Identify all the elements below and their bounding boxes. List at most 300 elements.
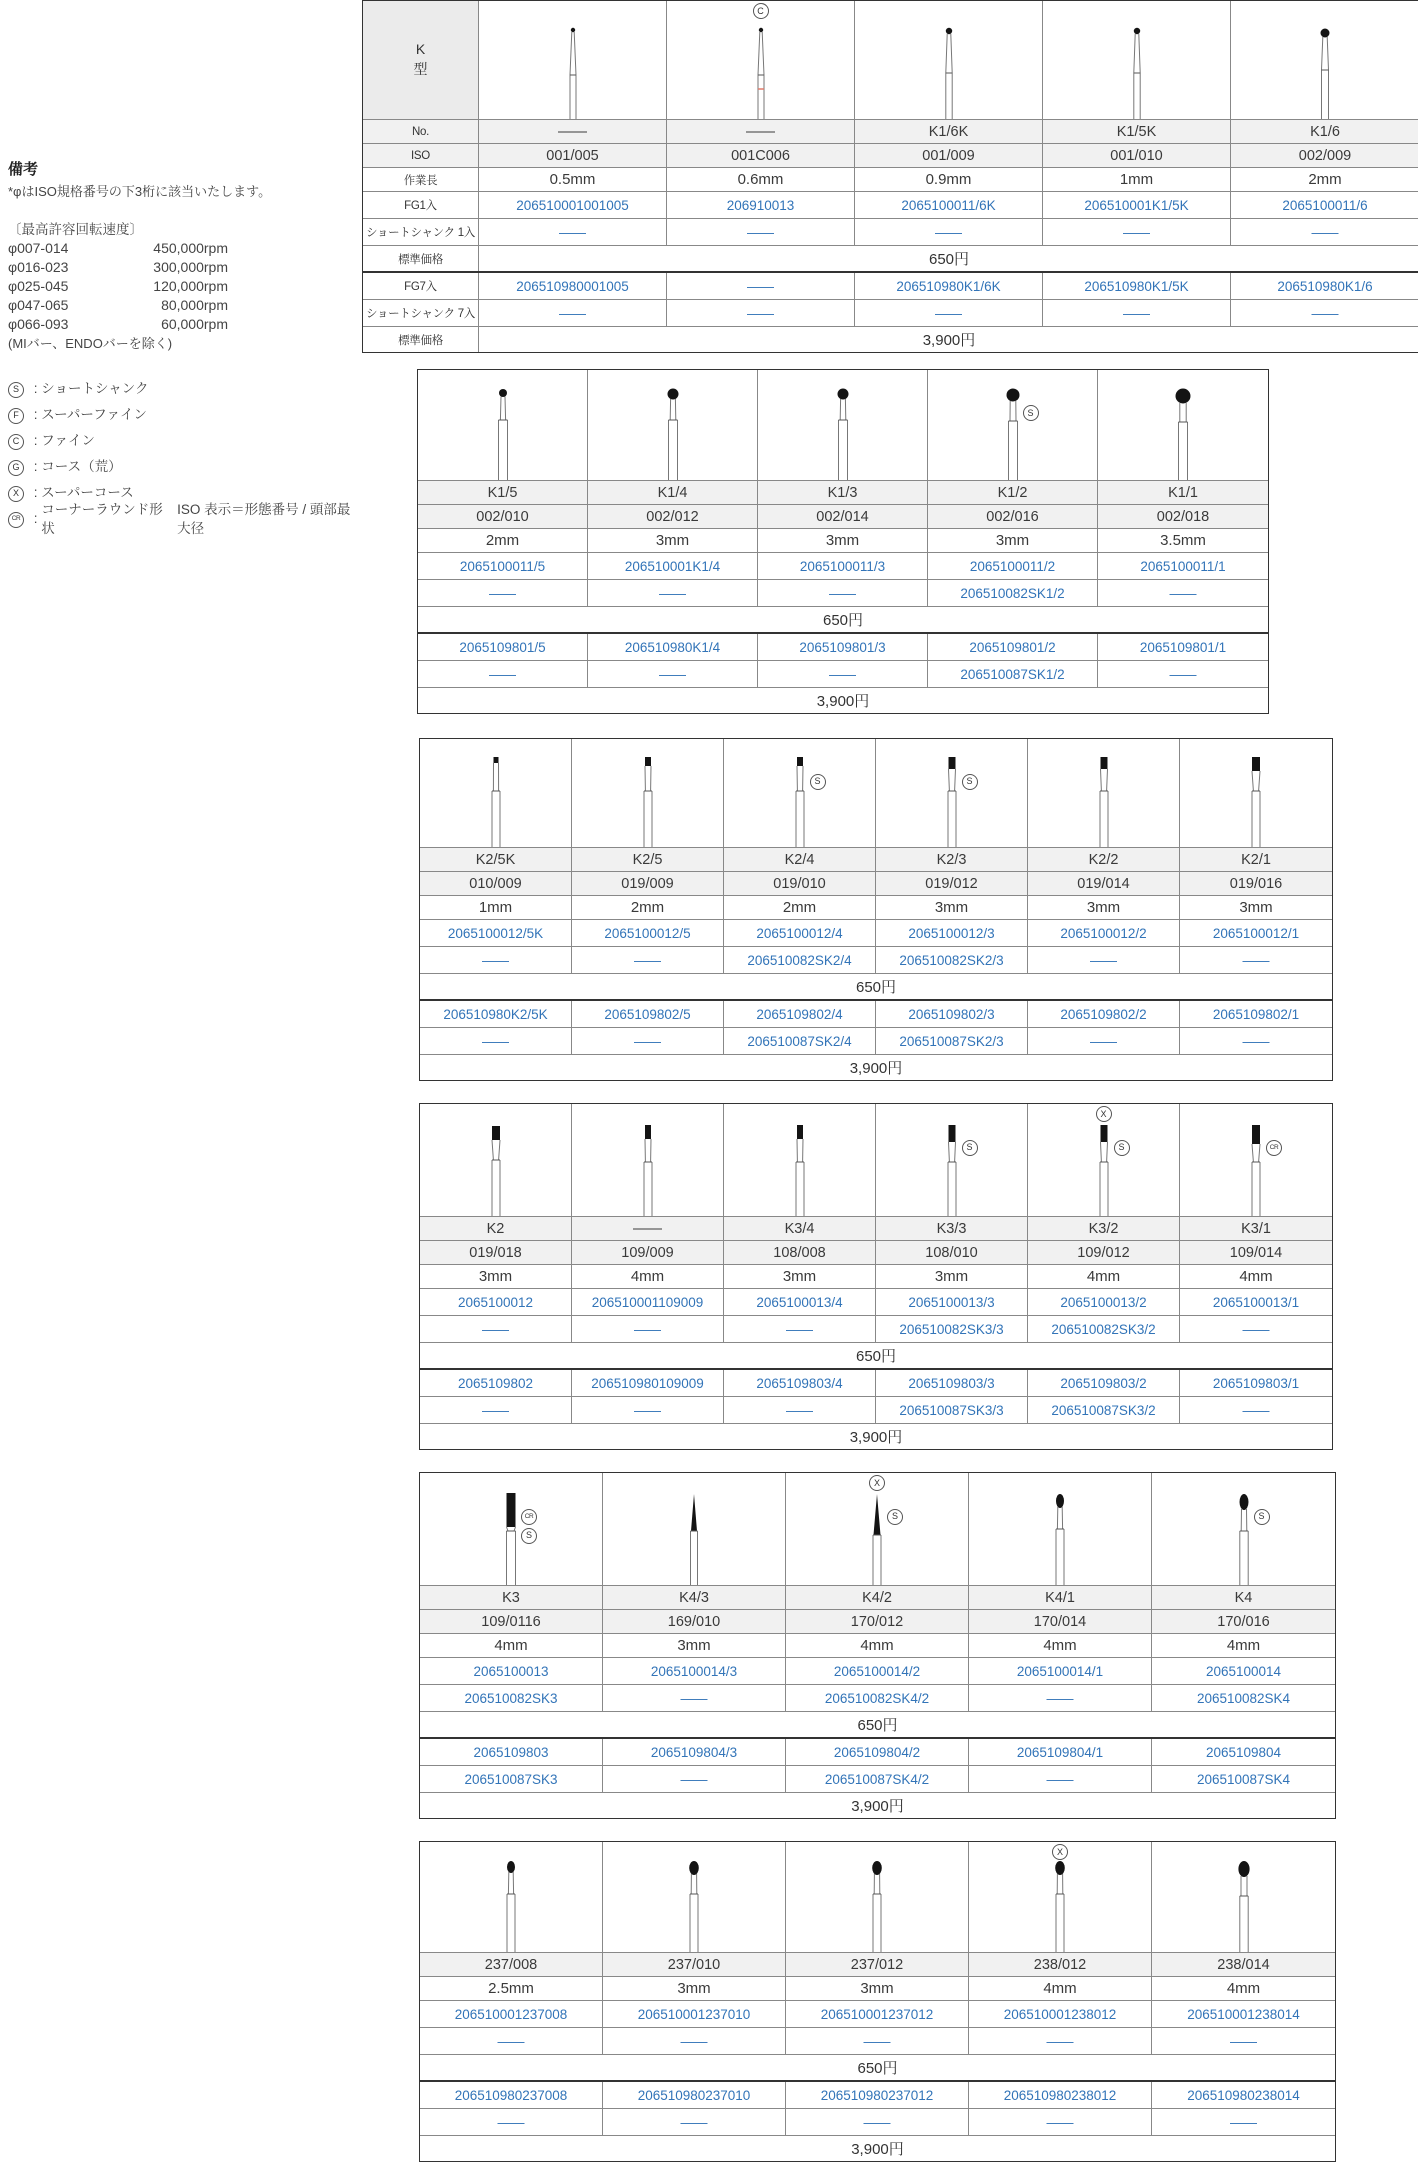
cell-working-length: 3mm <box>876 896 1028 919</box>
bur-egg-l-icon <box>1222 1856 1266 1952</box>
price-650-cell: 650円 <box>822 612 864 629</box>
cell-working-length: 4mm <box>1226 1637 1261 1654</box>
cell-fg1-code: 2065100011/1 <box>1140 558 1226 574</box>
row-iso <box>420 871 1332 895</box>
cell-short-shank-7-code: —— <box>1230 2114 1257 2130</box>
cell-short-shank-7-code: —— <box>786 2109 969 2135</box>
bur-image-row <box>418 370 1268 480</box>
cell-fg1-code: 2065100011/5 <box>418 553 588 579</box>
bur-cell <box>876 739 1028 847</box>
cell-no: K3/1 <box>1180 1217 1332 1240</box>
cell-short-shank-7-code: —— <box>418 661 588 687</box>
row-fg1 <box>420 1288 1332 1315</box>
bur-needle-xs-red-icon <box>739 23 783 119</box>
cell-working-length: 4mm <box>572 1265 724 1288</box>
cell-short-shank-1-code: —— <box>724 1316 876 1342</box>
cell-short-shank-7-code: —— <box>603 2109 786 2135</box>
bur-cell <box>420 1104 572 1216</box>
cell-iso: 019/014 <box>1028 872 1180 895</box>
cell-short-shank-1-code: —— <box>479 219 667 245</box>
cell-no: —— <box>479 120 667 143</box>
price-3900-cell: 3,900円 <box>849 1429 903 1446</box>
cell-short-shank-1-code: —— <box>572 947 724 973</box>
bur-needle-m-icon <box>1303 23 1347 119</box>
bur-cell <box>876 1104 1028 1216</box>
row-ss7 <box>420 1765 1335 1792</box>
cell-no: K2/2 <box>1028 848 1180 871</box>
cell-short-shank-7-code: —— <box>1028 1028 1180 1054</box>
cell-working-length: 3.5mm <box>1160 532 1206 549</box>
cell-working-length: 2.5mm <box>420 1977 603 2000</box>
cell-iso: 108/008 <box>724 1241 876 1264</box>
cell-short-shank-7-code: —— <box>969 2109 1152 2135</box>
cell-no: K4 <box>1152 1586 1335 1609</box>
speed-range: φ047-065 <box>8 297 69 314</box>
bur-cell <box>667 1 855 119</box>
cell-short-shank-1-code: —— <box>603 2028 786 2054</box>
cell-short-shank-7-code: —— <box>1242 1033 1270 1049</box>
bur-cell <box>420 739 572 847</box>
cell-fg7-code: 2065109803/1 <box>1212 1375 1300 1391</box>
cell-short-shank-7-code: —— <box>603 1766 786 1792</box>
cell-short-shank-1-code: —— <box>588 580 758 606</box>
cell-short-shank-1-code: —— <box>572 1316 724 1342</box>
bur-cell <box>758 370 928 480</box>
speed-rpm: 450,000rpm <box>153 240 228 257</box>
bur-cyl-l-icon <box>474 1120 518 1216</box>
price-650-cell: 650円 <box>857 1717 898 1734</box>
cell-working-length: 2mm <box>418 529 588 552</box>
bur-egg-m-icon <box>855 1856 899 1952</box>
price-3900-cell: 3,900円 <box>922 332 976 349</box>
bur-cyl2-s-icon <box>626 1120 670 1216</box>
legend-label: スーパーコース <box>41 485 134 501</box>
cell-working-length: 4mm <box>1226 1980 1261 1997</box>
price-650-cell: 650円 <box>855 979 897 996</box>
cell-working-length: 0.9mm <box>855 168 1043 191</box>
cell-fg7-code: 2065109801/3 <box>758 634 928 660</box>
cell-fg1-code: 2065100013/2 <box>1028 1289 1180 1315</box>
bur-cell <box>1231 1 1418 119</box>
speed-section-title: 〔最高許容回転速度〕 <box>8 221 143 237</box>
row-no <box>363 119 1418 143</box>
cell-fg7-code: 2065109801/1 <box>1139 639 1227 655</box>
speed-range: φ007-014 <box>8 240 69 257</box>
cell-short-shank-1-code: 206510082SK1/2 <box>928 580 1098 606</box>
bur-egg-m-icon <box>672 1856 716 1952</box>
cell-fg7-code: 206510980238014 <box>1187 2087 1300 2103</box>
row-ss1 <box>420 1684 1335 1711</box>
cell-no: K2 <box>420 1217 572 1240</box>
cell-short-shank-7-code: —— <box>969 1766 1152 1792</box>
row-ss1 <box>420 1315 1332 1342</box>
cell-iso: 002/016 <box>928 505 1098 528</box>
cell-fg1-code: 2065100014/2 <box>786 1658 969 1684</box>
product-table-1 <box>362 0 1418 353</box>
row-ss1 <box>418 579 1268 606</box>
super-coarse-mark-icon: X <box>869 1475 885 1491</box>
row-price1 <box>420 2054 1335 2080</box>
cell-iso: 019/010 <box>724 872 876 895</box>
row-len <box>420 1633 1335 1657</box>
corner-round-mark-icon: CR <box>521 1509 537 1525</box>
bur-ball-m-icon <box>821 384 865 480</box>
cell-fg7-code: 2065109802/5 <box>572 1001 724 1027</box>
price-3900-cell: 3,900円 <box>816 693 870 710</box>
symbol-legend <box>8 377 358 536</box>
bur-cell <box>479 1 667 119</box>
cell-no: —— <box>572 1217 724 1240</box>
price-650-cell: 650円 <box>855 1348 897 1365</box>
short-shank-mark-icon: S <box>521 1528 537 1544</box>
cell-fg7-code: 206510980001005 <box>479 273 667 299</box>
cell-no: K4/1 <box>969 1586 1152 1609</box>
bur-marks-side <box>887 1509 903 1525</box>
notes-remark: *φはISO規格番号の下3桁に該当いたします。 <box>8 184 272 200</box>
short-shank-mark-icon: S <box>962 774 978 790</box>
row-ss7 <box>420 2108 1335 2135</box>
short-shank-mark-icon: S <box>887 1509 903 1525</box>
cell-fg7-code: 2065109801/5 <box>418 634 588 660</box>
legend-label: ショートシャンク <box>41 381 149 397</box>
short-shank-mark-icon: S <box>1114 1140 1130 1156</box>
row-price7 <box>363 326 1418 352</box>
fine-mark-icon: C <box>8 434 24 450</box>
row-price1 <box>420 1711 1335 1737</box>
row-price1 <box>363 245 1418 271</box>
cell-fg1-code: 2065100011/6K <box>855 192 1043 218</box>
bur-cell <box>572 1104 724 1216</box>
cell-fg7-code: 206510980K1/6 <box>1277 278 1373 294</box>
row-fg7 <box>420 1737 1335 1765</box>
cell-fg1-code: 206510001K1/4 <box>588 553 758 579</box>
bur-flame-m-icon <box>1222 1489 1266 1585</box>
row-len <box>363 167 1418 191</box>
row-label-fg7: FG7入 <box>363 273 479 299</box>
type-header-line1: K <box>415 41 426 57</box>
cell-fg1-code: 2065100013/1 <box>1212 1294 1300 1310</box>
legend-item: G : コース（荒） <box>8 455 358 481</box>
cell-short-shank-1-code: —— <box>420 1316 572 1342</box>
bur-cell <box>1098 370 1268 480</box>
cell-fg7-code: 2065109802/4 <box>724 1001 876 1027</box>
corner-round-mark-icon: CR <box>1266 1140 1282 1156</box>
cell-short-shank-1-code: 206510082SK2/3 <box>876 947 1028 973</box>
super-coarse-mark-icon: X <box>8 486 24 502</box>
row-fg1 <box>420 1657 1335 1684</box>
cell-fg1-code: 206510001K1/5K <box>1043 192 1231 218</box>
row-iso <box>420 1609 1335 1633</box>
bur-cell <box>1180 739 1332 847</box>
cell-fg1-code: 2065100011/3 <box>758 553 928 579</box>
cell-working-length: 4mm <box>1028 1265 1180 1288</box>
cell-no: —— <box>667 120 855 143</box>
cell-fg1-code: 206510001109009 <box>572 1289 724 1315</box>
cell-fg1-code: 2065100014 <box>1205 1663 1282 1679</box>
bur-ball-s-icon <box>481 384 525 480</box>
bur-ball-xl-icon <box>1161 384 1205 480</box>
cell-fg1-code: 206510001237008 <box>420 2001 603 2027</box>
cell-short-shank-7-code: 206510087SK2/3 <box>876 1028 1028 1054</box>
cell-short-shank-7-code: —— <box>758 661 928 687</box>
row-price7 <box>420 1792 1335 1818</box>
cell-fg7-code: 2065109802/2 <box>1028 1001 1180 1027</box>
cell-iso: 238/012 <box>969 1953 1152 1976</box>
cell-fg1-code: 2065100012/5 <box>572 920 724 946</box>
cell-fg1-code: 2065100013/4 <box>724 1289 876 1315</box>
cell-working-length: 4mm <box>969 1977 1152 2000</box>
cell-fg1-code: 206510001238014 <box>1187 2006 1300 2022</box>
row-no <box>418 480 1268 504</box>
cell-fg1-code: 2065100011/6 <box>1282 197 1368 213</box>
cell-fg7-code: 2065109803/4 <box>724 1370 876 1396</box>
type-header <box>363 1 479 119</box>
cell-fg7-code: 206510980K1/5K <box>1043 273 1231 299</box>
row-iso <box>420 1952 1335 1976</box>
product-table-5 <box>419 1472 1336 1819</box>
cell-short-shank-1-code: 206510082SK2/4 <box>724 947 876 973</box>
bur-cell <box>418 370 588 480</box>
cell-short-shank-1-code: 206510082SK3 <box>420 1685 603 1711</box>
cell-iso: 109/014 <box>1180 1241 1332 1264</box>
cell-working-length: 1mm <box>420 896 572 919</box>
cell-working-length: 4mm <box>420 1634 603 1657</box>
bur-cell <box>855 1 1043 119</box>
bur-image-row <box>420 1104 1332 1216</box>
bur-cell <box>1028 1104 1180 1216</box>
cell-no: K1/5 <box>418 481 588 504</box>
bur-cyl2-s-icon <box>778 1120 822 1216</box>
cell-fg7-code: 2065109802 <box>420 1370 572 1396</box>
cell-fg1-code: 2065100013 <box>420 1658 603 1684</box>
row-price1 <box>420 1342 1332 1368</box>
row-label-ss1: ショートシャンク 1入 <box>363 219 479 245</box>
cell-iso: 001/009 <box>855 144 1043 167</box>
bur-marks-side <box>962 774 978 790</box>
cell-short-shank-7-code: —— <box>667 300 855 326</box>
legend-suffix: ISO 表示＝形態番号 / 頭部最大径 <box>177 502 351 536</box>
max-speed-row <box>8 239 358 258</box>
cell-no: K4/3 <box>603 1586 786 1609</box>
cell-no: K3/4 <box>724 1217 876 1240</box>
bur-marks-above <box>869 1475 885 1491</box>
cell-working-length: 2mm <box>1308 171 1342 188</box>
bur-egg-s-icon <box>489 1856 533 1952</box>
max-speed-list <box>8 239 358 334</box>
cell-short-shank-1-code: —— <box>1242 1321 1270 1337</box>
bur-cell <box>786 1842 969 1952</box>
cell-fg7-code: 206510980237010 <box>603 2082 786 2108</box>
legend-label: スーパーファイン <box>41 407 147 423</box>
cell-fg1-code: 2065100012/3 <box>876 920 1028 946</box>
legend-item: X : スーパーコース <box>8 481 358 507</box>
cell-short-shank-1-code: 206510082SK4/2 <box>786 1685 969 1711</box>
cell-fg1-code: 2065100013/3 <box>876 1289 1028 1315</box>
bur-cell <box>603 1473 786 1585</box>
bur-cell <box>1180 1104 1332 1216</box>
cell-iso: 019/012 <box>876 872 1028 895</box>
cell-no: K2/1 <box>1180 848 1332 871</box>
super-coarse-mark-icon: X <box>1096 1106 1112 1122</box>
cell-short-shank-1-code: —— <box>969 1685 1152 1711</box>
row-ss7 <box>420 1396 1332 1423</box>
cell-short-shank-1-code: —— <box>418 580 588 606</box>
cell-short-shank-1-code: 206510082SK3/2 <box>1028 1316 1180 1342</box>
fine-mark-icon: C <box>753 3 769 19</box>
bur-marks-side <box>1114 1140 1130 1156</box>
cell-iso: 109/012 <box>1028 1241 1180 1264</box>
cell-iso: 001/005 <box>479 144 667 167</box>
row-len <box>420 895 1332 919</box>
legend-item: C : ファイン <box>8 429 358 455</box>
bur-marks-above <box>1096 1106 1112 1122</box>
bur-needle-s-icon <box>927 23 971 119</box>
cell-fg1-code: 2065100012/2 <box>1028 920 1180 946</box>
row-label-fg1: FG1入 <box>363 192 479 218</box>
cell-short-shank-7-code: 206510087SK3 <box>420 1766 603 1792</box>
cell-fg1-code: 2065100012/4 <box>724 920 876 946</box>
super-fine-mark-icon: F <box>8 408 24 424</box>
row-ss1 <box>420 946 1332 973</box>
cell-short-shank-7-code: —— <box>1043 300 1231 326</box>
cell-short-shank-7-code: 206510087SK4 <box>1196 1771 1291 1787</box>
row-iso <box>363 143 1418 167</box>
bur-marks-above <box>1052 1844 1068 1860</box>
short-shank-mark-icon: S <box>962 1140 978 1156</box>
cell-iso: 170/012 <box>786 1610 969 1633</box>
bur-needle-s-icon <box>1115 23 1159 119</box>
cell-fg7-code: 206510980238012 <box>969 2082 1152 2108</box>
bur-cell <box>969 1842 1152 1952</box>
bur-cell <box>1043 1 1231 119</box>
cell-iso: 237/010 <box>603 1953 786 1976</box>
cell-working-length: 3mm <box>603 1634 786 1657</box>
bur-cell <box>603 1842 786 1952</box>
bur-image-row <box>420 739 1332 847</box>
short-shank-mark-icon: S <box>810 774 826 790</box>
row-no <box>420 1585 1335 1609</box>
row-label-price: 標準価格 <box>363 246 479 271</box>
product-table-6 <box>419 1841 1336 2162</box>
notes-title: 備考 <box>8 161 39 178</box>
speed-range: φ016-023 <box>8 259 69 276</box>
cell-fg1-code: 2065100012/1 <box>1212 925 1300 941</box>
bur-image-row <box>363 1 1418 119</box>
cell-iso: 019/016 <box>1180 872 1332 895</box>
bur-cell <box>969 1473 1152 1585</box>
cell-working-length: 3mm <box>588 529 758 552</box>
speed-range: φ025-045 <box>8 278 69 295</box>
cell-working-length: 3mm <box>876 1265 1028 1288</box>
short-shank-mark-icon: S <box>8 382 24 398</box>
cell-short-shank-1-code: —— <box>1028 947 1180 973</box>
bur-cyl2-m-icon <box>930 1120 974 1216</box>
super-coarse-mark-icon: X <box>1052 1844 1068 1860</box>
cell-short-shank-1-code: —— <box>420 2028 603 2054</box>
product-table-2 <box>417 369 1269 714</box>
legend-item: F : スーパーファイン <box>8 403 358 429</box>
product-table-4 <box>419 1103 1333 1450</box>
row-fg7 <box>420 999 1332 1027</box>
cell-working-length: 1mm <box>1043 168 1231 191</box>
row-len <box>420 1976 1335 2000</box>
cell-fg7-code: 2065109804/3 <box>603 1739 786 1765</box>
row-price7 <box>420 1423 1332 1449</box>
cell-fg7-code: 206510980237008 <box>420 2082 603 2108</box>
cell-short-shank-7-code: 206510087SK2/4 <box>724 1028 876 1054</box>
cell-iso: 237/008 <box>420 1953 603 1976</box>
bur-marks-above <box>753 3 769 19</box>
max-speed-row <box>8 258 358 277</box>
cell-no: K2/4 <box>724 848 876 871</box>
cell-no: K1/2 <box>928 481 1098 504</box>
cell-short-shank-1-code: —— <box>855 219 1043 245</box>
cell-iso: 109/009 <box>572 1241 724 1264</box>
speed-range: φ066-093 <box>8 316 69 333</box>
row-iso <box>418 504 1268 528</box>
cell-short-shank-7-code: —— <box>572 1028 724 1054</box>
cell-working-length: 3mm <box>1239 899 1273 916</box>
row-len <box>418 528 1268 552</box>
cell-short-shank-7-code: —— <box>588 661 758 687</box>
cell-short-shank-7-code: —— <box>572 1397 724 1423</box>
cell-short-shank-7-code: —— <box>1242 1402 1270 1418</box>
cell-fg7-code: 206510980K1/6K <box>855 273 1043 299</box>
bur-marks-side <box>521 1509 537 1544</box>
cell-iso: 002/010 <box>418 505 588 528</box>
cell-fg7-code: 206510980K2/5K <box>420 1001 572 1027</box>
row-iso <box>420 1240 1332 1264</box>
cell-fg7-code: 2065109804/2 <box>786 1739 969 1765</box>
product-tables <box>362 0 1418 2162</box>
cell-short-shank-1-code: —— <box>969 2028 1152 2054</box>
bur-cyl-m-icon <box>1082 751 1126 847</box>
bur-cell <box>1152 1473 1335 1585</box>
cell-iso: 170/014 <box>969 1610 1152 1633</box>
cell-fg7-code: 206510980237012 <box>786 2082 969 2108</box>
row-price1 <box>420 973 1332 999</box>
cell-iso: 238/014 <box>1152 1953 1335 1976</box>
cell-no: K2/3 <box>876 848 1028 871</box>
row-fg1 <box>363 191 1418 218</box>
cell-fg1-code: 206910013 <box>667 192 855 218</box>
coarse-mark-icon: G <box>8 460 24 476</box>
cell-working-length: 0.6mm <box>667 168 855 191</box>
bur-cyl2-l-icon <box>1234 1120 1278 1216</box>
row-ss7 <box>418 660 1268 687</box>
cell-no: K1/5K <box>1043 120 1231 143</box>
cell-iso: 002/018 <box>1098 505 1268 528</box>
cell-no: K3 <box>420 1586 603 1609</box>
cell-fg7-code: 206510980109009 <box>572 1370 724 1396</box>
cell-short-shank-1-code: —— <box>603 1685 786 1711</box>
speed-note: (MIバー、ENDOバーを除く) <box>8 336 173 352</box>
cell-short-shank-7-code: —— <box>724 1397 876 1423</box>
bur-cyl2-m-icon <box>1082 1120 1126 1216</box>
row-price7 <box>420 1054 1332 1080</box>
bur-ball-m-icon <box>651 384 695 480</box>
legend-label: コース（荒） <box>41 459 122 475</box>
product-table-3 <box>419 738 1333 1081</box>
cell-working-length: 4mm <box>1239 1268 1273 1285</box>
cell-fg7-code: 2065109803/2 <box>1028 1370 1180 1396</box>
cell-fg1-code: 206510001001005 <box>479 192 667 218</box>
row-len <box>420 1264 1332 1288</box>
speed-rpm: 300,000rpm <box>153 259 228 276</box>
row-price7 <box>420 2135 1335 2161</box>
cell-working-length: 3mm <box>928 529 1098 552</box>
cell-no: K1/6K <box>855 120 1043 143</box>
